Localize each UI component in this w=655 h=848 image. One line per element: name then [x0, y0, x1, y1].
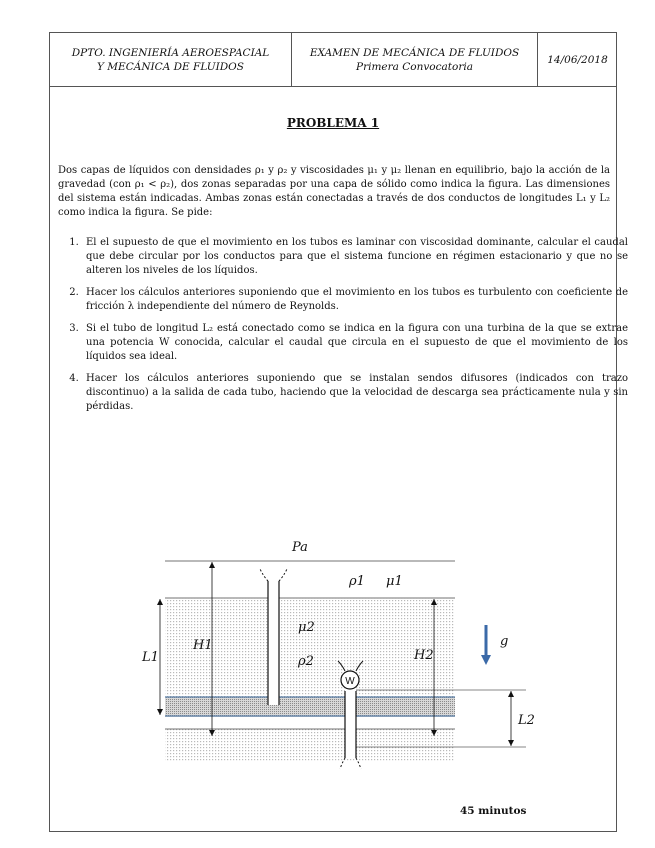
question-item: 4. Hacer los cálculos anteriores suponiendo que se instalan sendos difusores (indicados con trazo discontinuo) a la salida de cada tubo, haciendo que la velocidad de descarga sea prácticamente nula y sin pérdidas.	[82, 372, 628, 414]
exam-date: 14/06/2018	[547, 53, 608, 66]
exam-duration: 45 minutos	[460, 805, 527, 817]
question-item: 3. Si el tubo de longitud L₂ está conectado como se indica en la figura con una turbina de la que se extrae una potencia W conocida, calcular el caudal que circula en el supuesto de que el movimiento de los líquidos sea ideal.	[82, 322, 628, 364]
problem-statement: Dos capas de líquidos con densidades ρ₁ y ρ₂ y viscosidades μ₁ y μ₂ llenan en equilibrio, bajo la acción de la gravedad (con ρ₁ < ρ₂), dos zonas separadas por una capa de sólido como indica la figura. Las dimensiones del sistema están indicadas. Ambas zonas están conectadas a través de dos conductos de longitudes L₁ y L₂ como indica la figura. Se pide:	[58, 165, 610, 218]
label-g: g	[500, 634, 509, 649]
department-line-1: DPTO. INGENIERÍA AEROESPACIAL	[71, 46, 270, 59]
tube-l1	[268, 581, 279, 705]
label-l1: L1	[142, 650, 159, 665]
label-rho1: ρ1	[349, 574, 365, 589]
diffuser-l1	[260, 569, 268, 581]
label-l2: L2	[518, 713, 535, 728]
label-h2: H2	[414, 648, 434, 663]
tube-l2	[345, 688, 356, 758]
label-pa: Pa	[292, 540, 308, 555]
department-line-2: Y MECÁNICA DE FLUIDOS	[97, 60, 244, 73]
exam-subtitle: Primera Convocatoria	[356, 60, 473, 73]
turbine-label: W	[345, 676, 355, 687]
problem-title: PROBLEMA 1	[286, 116, 380, 130]
lower-liquid-layer	[165, 729, 455, 761]
label-h1: H1	[193, 638, 213, 653]
question-item: 2. Hacer los cálculos anteriores suponiendo que el movimiento en los tubos es turbulento con coeficiente de fricción λ independiente del número de Reynolds.	[82, 286, 628, 314]
exam-title: EXAMEN DE MECÁNICA DE FLUIDOS	[309, 46, 520, 59]
label-mu1: μ1	[386, 574, 403, 589]
label-mu2: μ2	[298, 620, 315, 635]
question-item: 1. El el supuesto de que el movimiento en los tubos es laminar con viscosidad dominante, calcular el caudal que debe circular por los conductos para que el sistema funcione en régimen estacionario y que no se alteren los niveles de los líquidos.	[82, 236, 628, 278]
system-diagram	[50, 33, 616, 833]
label-rho2: ρ2	[298, 654, 314, 669]
exam-page	[49, 32, 628, 832]
solid-layer	[165, 697, 455, 717]
